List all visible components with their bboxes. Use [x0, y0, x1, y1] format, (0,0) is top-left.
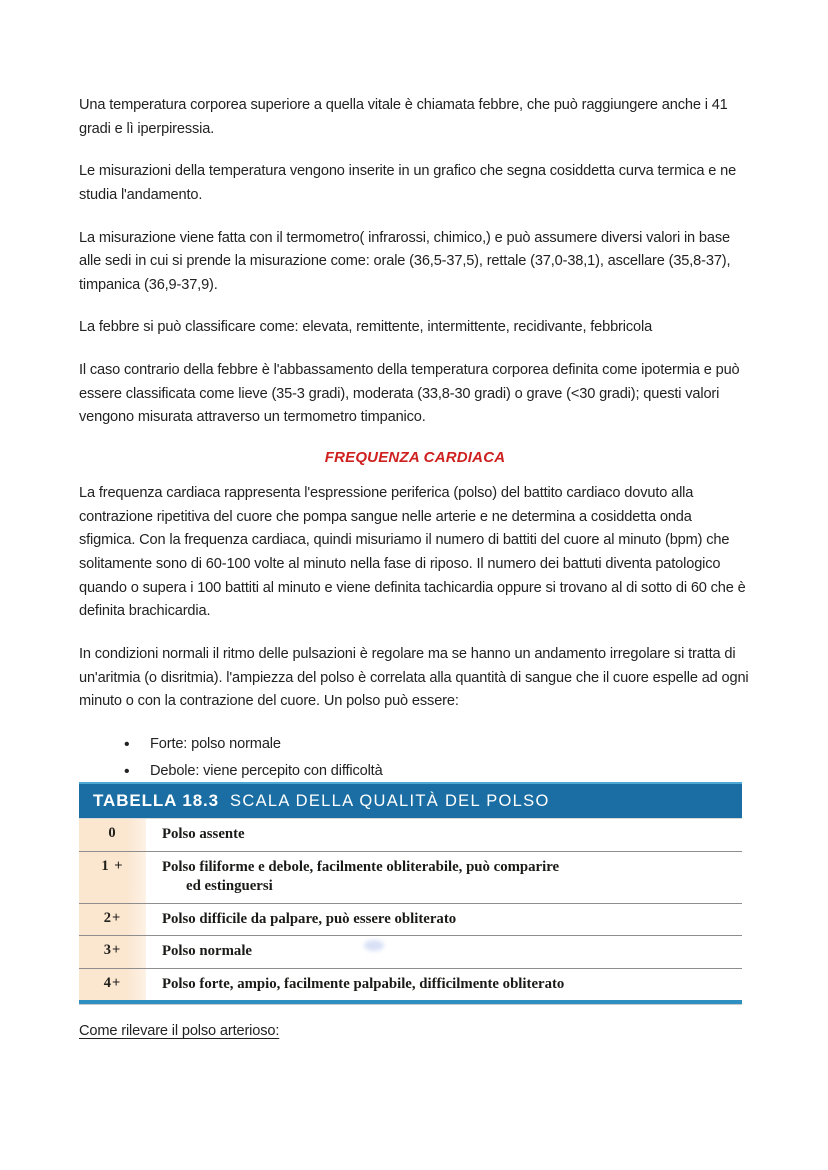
list-item: • Debole: viene percepito con difficoltà: [124, 760, 751, 784]
table-cell-description: [146, 969, 742, 1001]
table-row: [79, 904, 742, 937]
paragraph-ritmo-pulsazioni: In condizioni normali il ritmo delle pulsazioni è regolare ma se hanno un andamento irregolare si tratta di un'aritmia (o disritmia). l'ampiezza del polso è correlata alla quantità di sangue che il cuore espelle ad ogni minuto o con la contrazione del cuore. Un polso può essere:: [79, 645, 749, 710]
table-number-label: TABELLA 18.3: [93, 791, 220, 810]
document-body: [79, 94, 751, 788]
table-cell-description-text: Polso forte, ampio, facilmente palpabile, difficilmente obliterato: [162, 975, 565, 992]
list-item: • Forte: polso normale: [124, 733, 751, 757]
table-cell-description: [146, 819, 742, 851]
table-cell-description-text: Polso normale: [162, 943, 253, 960]
table-cell-description-text: Polso difficile da palpare, può essere obliterato: [162, 910, 457, 927]
table-row: [79, 819, 742, 852]
table-title-label: SCALA DELLA QUALITÀ DEL POLSO: [230, 791, 550, 810]
paragraph-temperatura-febbre: Una temperatura corporea superiore a quella vitale è chiamata febbre, che può raggiungere anche i 41 gradi e lì iperpiressia.: [79, 97, 728, 137]
table-bottom-hairline: [79, 1004, 742, 1005]
table-cell-score: 3+: [79, 936, 146, 968]
table-cell-description-continuation: ed estinguersi: [186, 878, 273, 895]
table-cell-score: 0: [79, 819, 146, 851]
closing-line-come-rilevare: Come rilevare il polso arterioso:: [79, 1023, 280, 1039]
table-cell-description: [146, 852, 742, 903]
table-body: [79, 818, 742, 1000]
paragraph-misurazione-sedi: La misurazione viene fatta con il termometro( infrarossi, chimico,) e può assumere diversi valori in base alle sedi in cui si prende la misurazione come: orale (36,5-37,5), rettale (37,0-38,1), ascellare (35,8-37), timpanica (36,9-37,9).: [79, 229, 731, 293]
figure-tabella-18-3: [79, 782, 742, 1005]
table-row: [79, 936, 742, 969]
paragraph-ipotermia: Il caso contrario della febbre è l'abbassamento della temperatura corporea definita come ipotermia e può essere classificata come lieve (35-3 gradi), moderata (33,8-30 gradi) o grave (<30 gradi); questi valori vengono misurata attraverso un termometro timpanico.: [79, 362, 740, 426]
section-heading-frequenza-cardiaca: FREQUENZA CARDIACA: [324, 449, 506, 467]
table-cell-score: 1 +: [79, 852, 146, 903]
paragraph-curva-termica: Le misurazioni della temperatura vengono inserite in un grafico che segna cosiddetta curva termica e ne studia l'andamento.: [79, 163, 737, 203]
paragraph-classificazione-febbre: La febbre si può classificare come: elevata, remittente, intermittente, recidivante, febbricola: [79, 319, 653, 336]
table-cell-description: [146, 904, 742, 936]
scan-artifact-smudge: [364, 940, 384, 951]
table-cell-score: 4+: [79, 969, 146, 1001]
table-cell-score: 2+: [79, 904, 146, 936]
bullet-list-tipi-polso: [79, 733, 751, 784]
table-cell-description-text: Polso assente: [162, 826, 245, 842]
table-header-bar: [79, 784, 742, 818]
table-row: [79, 852, 742, 904]
table-cell-description: [146, 936, 742, 968]
paragraph-frequenza-cardiaca-definizione: La frequenza cardiaca rappresenta l'espressione periferica (polso) del battito cardiaco dovuto alla contrazione ripetitiva del cuore che pompa sangue nelle arterie e ne determina a cosiddetta onda sfigmica. Con la frequenza cardiaca, quindi misuriamo il numero di battiti del cuore al minuto (bpm) che solitamente sono di 60-100 volte al minuto nella fase di riposo. Il numero dei battuti diventa patologico quando o supera i 100 battiti al minuto e viene definita tachicardia oppure si trovano al di sotto di 60 che è definita brachicardia.: [79, 485, 746, 620]
table-cell-description-text: Polso filiforme e debole, facilmente obliterabile, può comparire: [162, 858, 560, 875]
table-row: [79, 969, 742, 1001]
